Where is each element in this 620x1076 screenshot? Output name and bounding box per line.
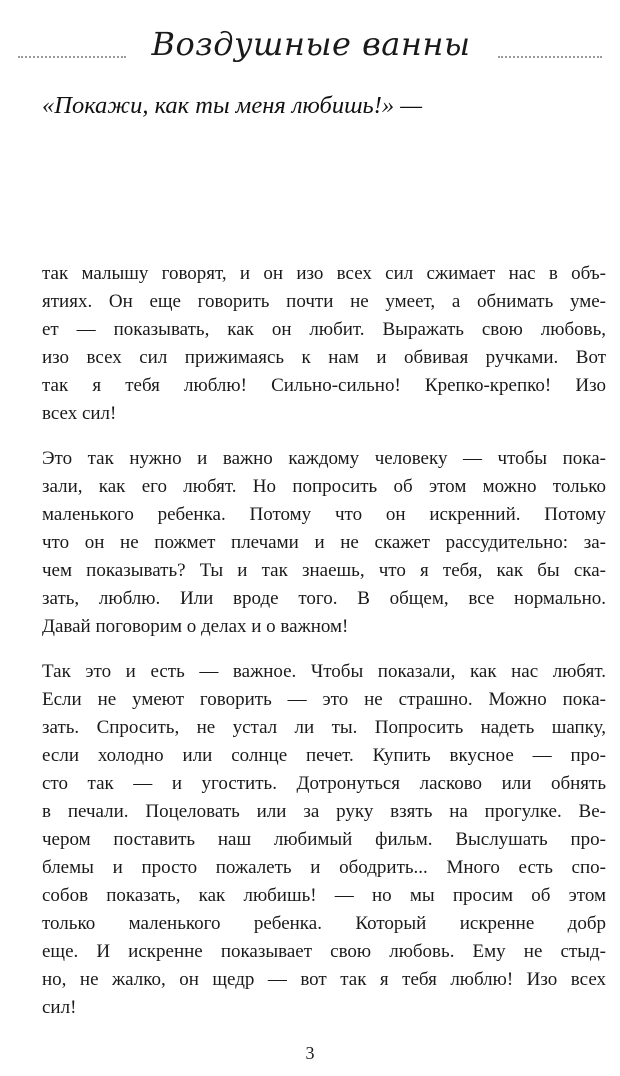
paragraph-3 xyxy=(42,658,606,1022)
header-title: Воздушные ванны xyxy=(151,25,471,63)
text-line: так я тебя люблю! Сильно-сильно! Крепко-крепко! Изо xyxy=(42,375,606,396)
text-line: сил! xyxy=(42,997,77,1018)
paragraph-1 xyxy=(42,260,606,428)
text-line: так малышу говорят, и он изо всех сил сжимает нас в объ- xyxy=(42,263,606,284)
paragraph-2 xyxy=(42,445,606,641)
header-dotted-rule-left xyxy=(18,56,126,58)
text-line: блемы и просто пожалеть и ободрить... Много есть спо- xyxy=(42,857,606,878)
text-line: Если не умеют говорить — это не страшно. Можно пока- xyxy=(42,689,606,710)
header-dotted-rule-right xyxy=(498,56,602,58)
text-line: ятиях. Он еще говорить почти не умеет, а обнимать уме- xyxy=(42,291,606,312)
running-header xyxy=(0,18,620,70)
text-line: зать. Спросить, не устал ли ты. Попросить надеть шапку, xyxy=(42,717,606,738)
text-line: только маленького ребенка. Который искренне добр xyxy=(42,913,606,934)
page-number: 3 xyxy=(305,1043,315,1063)
text-line: ет — показывать, как он любит. Выражать свою любовь, xyxy=(42,319,606,340)
text-line: если холодно или солнце печет. Купить вкусное — про- xyxy=(42,745,606,766)
text-line: в печали. Поцеловать или за руку взять на прогулке. Ве- xyxy=(42,801,606,822)
text-line: изо всех сил прижимаясь к нам и обвивая ручками. Вот xyxy=(42,347,606,368)
text-line: всех сил! xyxy=(42,403,117,424)
text-line: зать, люблю. Или вроде того. В общем, все нормально. xyxy=(42,588,606,609)
text-line: чем показывать? Ты и так знаешь, что я тебя, как бы ска- xyxy=(42,560,606,581)
text-line: что он не пожмет плечами и не скажет рассудительно: за- xyxy=(42,532,606,553)
text-line: еще. И искренне показывает свою любовь. Ему не стыд- xyxy=(42,941,606,962)
body-text xyxy=(42,260,606,1039)
text-line: Так это и есть — важное. Чтобы показали, как нас любят. xyxy=(42,661,606,682)
text-line: но, не жалко, он щедр — вот так я тебя люблю! Изо всех xyxy=(42,969,606,990)
text-line: Это так нужно и важно каждому человеку — чтобы пока- xyxy=(42,448,606,469)
chapter-heading: «Покажи, как ты меня любишь!» — xyxy=(42,92,423,119)
text-line: сто так — и угостить. Дотронуться ласково или обнять xyxy=(42,773,606,794)
text-line: маленького ребенка. Потому что он искренний. Потому xyxy=(42,504,606,525)
text-line: собов показать, как любишь! — но мы просим об этом xyxy=(42,885,606,906)
text-line: чером поставить наш любимый фильм. Выслушать про- xyxy=(42,829,606,850)
text-line: Давай поговорим о делах и о важном! xyxy=(42,616,349,637)
text-line: зали, как его любят. Но попросить об этом можно только xyxy=(42,476,606,497)
